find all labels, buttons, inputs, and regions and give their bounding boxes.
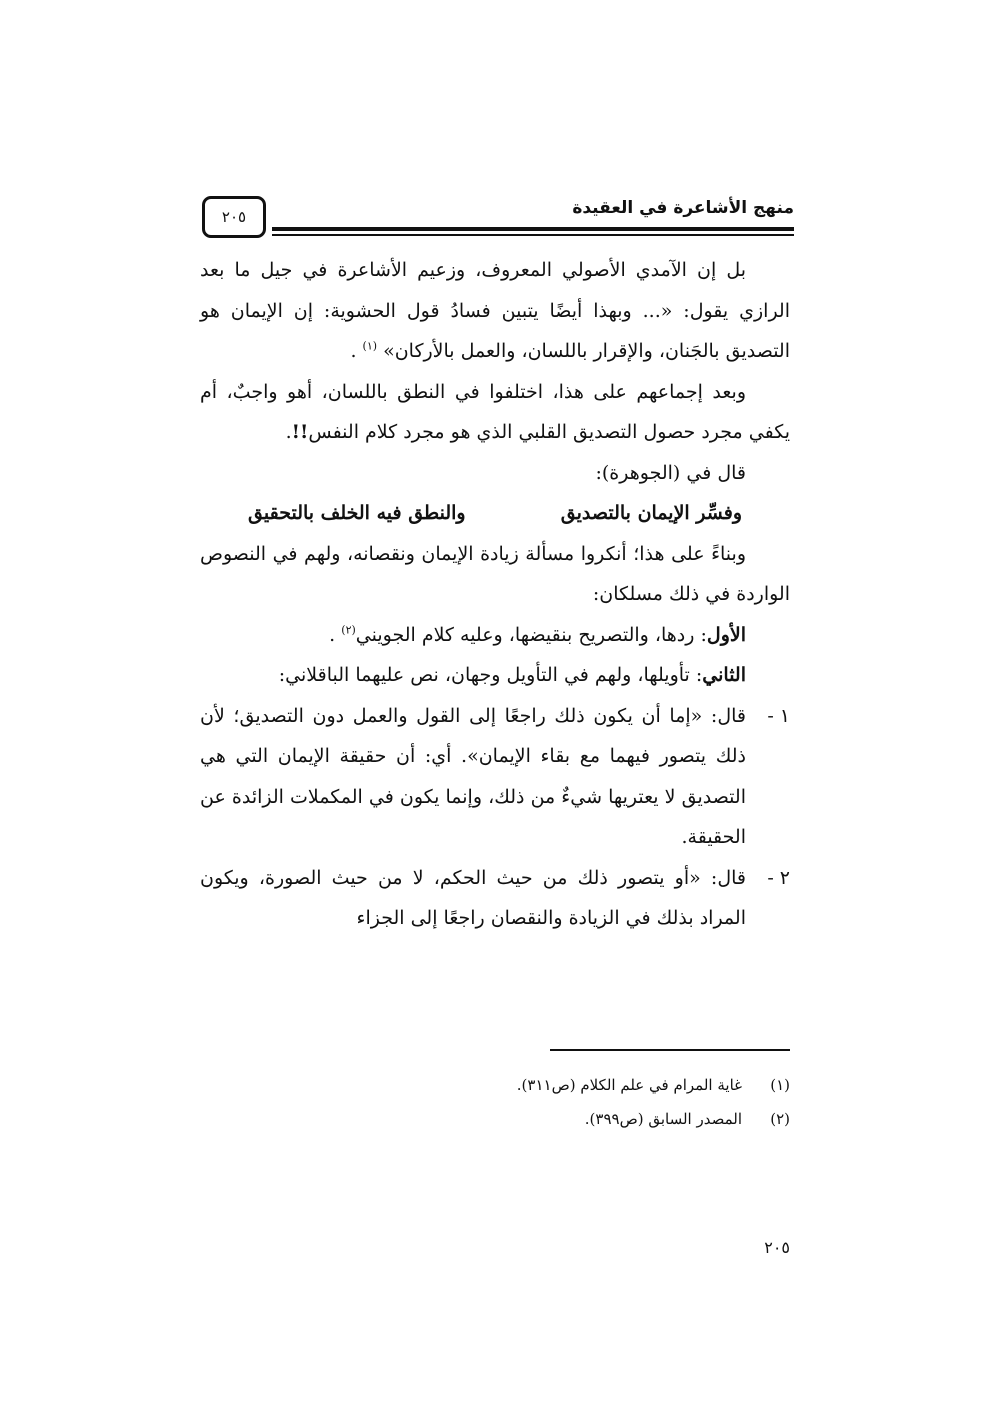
paragraph-4 xyxy=(200,534,790,615)
paragraph-2-text: وبعد إجماعهم على هذا، اختلفوا في النطق باللسان، أهو واجبٌ، أم يكفي مجرد حصول التصديق القلبي الذي هو مجرد كلام النفس xyxy=(200,380,790,443)
second-approach-label: الثاني xyxy=(702,664,746,686)
list-item-2-text: قال: «أو يتصور ذلك من حيث الحكم، لا من حيث الصورة، ويكون المراد بذلك في الزيادة والنقصان راجعًا إلى الجزاء xyxy=(200,866,746,929)
paragraph-2 xyxy=(200,372,790,453)
footnotes xyxy=(200,1068,790,1136)
poem-verse xyxy=(200,493,790,534)
footnote-2 xyxy=(200,1102,790,1136)
footnote-separator xyxy=(550,1049,790,1051)
footnote-ref-2: (٢) xyxy=(341,623,356,637)
footnote-ref-1: (١) xyxy=(362,339,378,353)
list-item-1 xyxy=(200,696,790,858)
verse-first-hemistich: وفسِّر الإيمان بالتصديق xyxy=(560,502,742,524)
first-approach-text: : ردها، والتصريح بنقيضها، وعليه كلام الجويني xyxy=(355,623,707,646)
verse-second-hemistich: والنطق فيه الخلف بالتحقيق xyxy=(248,502,466,524)
second-approach-text: : تأويلها، ولهم في التأويل وجهان، نص عليهما الباقلاني: xyxy=(278,664,703,686)
footnote-1-number: (١) xyxy=(770,1076,790,1094)
header-page-number: ٢٠٥ xyxy=(202,196,266,238)
page-number: ٢٠٥ xyxy=(764,1238,790,1257)
list-item-1-text: قال: «إما أن يكون ذلك راجعًا إلى القول والعمل دون التصديق؛ لأن ذلك يتصور فيهما مع بقاء الإيمان». أي: أن حقيقة الإيمان التي هي التصديق لا يعتريها شيءٌ من ذلك، وإنما يكون في المكملات الزائدة عن الحقيقة. xyxy=(200,704,746,848)
first-approach-label: الأول xyxy=(706,623,746,646)
running-header xyxy=(202,196,794,244)
footnote-2-number: (٢) xyxy=(770,1110,790,1128)
footnote-2-text: المصدر السابق (ص٣٩٩). xyxy=(584,1110,742,1128)
paragraph-second-approach xyxy=(200,655,790,696)
header-rule-thin xyxy=(272,234,794,236)
paragraph-4-text: وبناءً على هذا؛ أنكروا مسألة زيادة الإيمان ونقصانه، ولهم في النصوص الواردة في ذلك مسلكان: xyxy=(200,542,790,605)
main-text xyxy=(200,250,790,939)
paragraph-1-end: . xyxy=(350,340,357,362)
paragraph-3-text: قال في (الجوهرة): xyxy=(595,461,746,484)
paragraph-1-text: بل إن الآمدي الأصولي المعروف، وزعيم الأشاعرة في جيل ما بعد الرازي يقول: «... وبهذا أيضًا يتبين فسادُ قول الحشوية: إن الإيمان هو التصديق بالجَنان، والإقرار باللسان، والعمل بالأركان» xyxy=(200,259,790,362)
paragraph-2-emphasis: !! xyxy=(291,421,309,443)
paragraph-3 xyxy=(200,453,790,494)
header-title: منهج الأشاعرة في العقيدة xyxy=(572,198,794,218)
list-item-2 xyxy=(200,858,790,939)
list-item-2-number: ٢ - xyxy=(767,866,790,889)
header-rule-thick xyxy=(272,227,794,231)
first-approach-end: . xyxy=(329,623,336,646)
list-item-1-number: ١ - xyxy=(767,704,790,727)
footnote-1-text: غاية المرام في علم الكلام (ص٣١١). xyxy=(516,1076,742,1094)
paragraph-2-end: . xyxy=(285,421,292,443)
footnote-1 xyxy=(200,1068,790,1102)
paragraph-1 xyxy=(200,250,790,372)
paragraph-first-approach xyxy=(200,615,790,656)
